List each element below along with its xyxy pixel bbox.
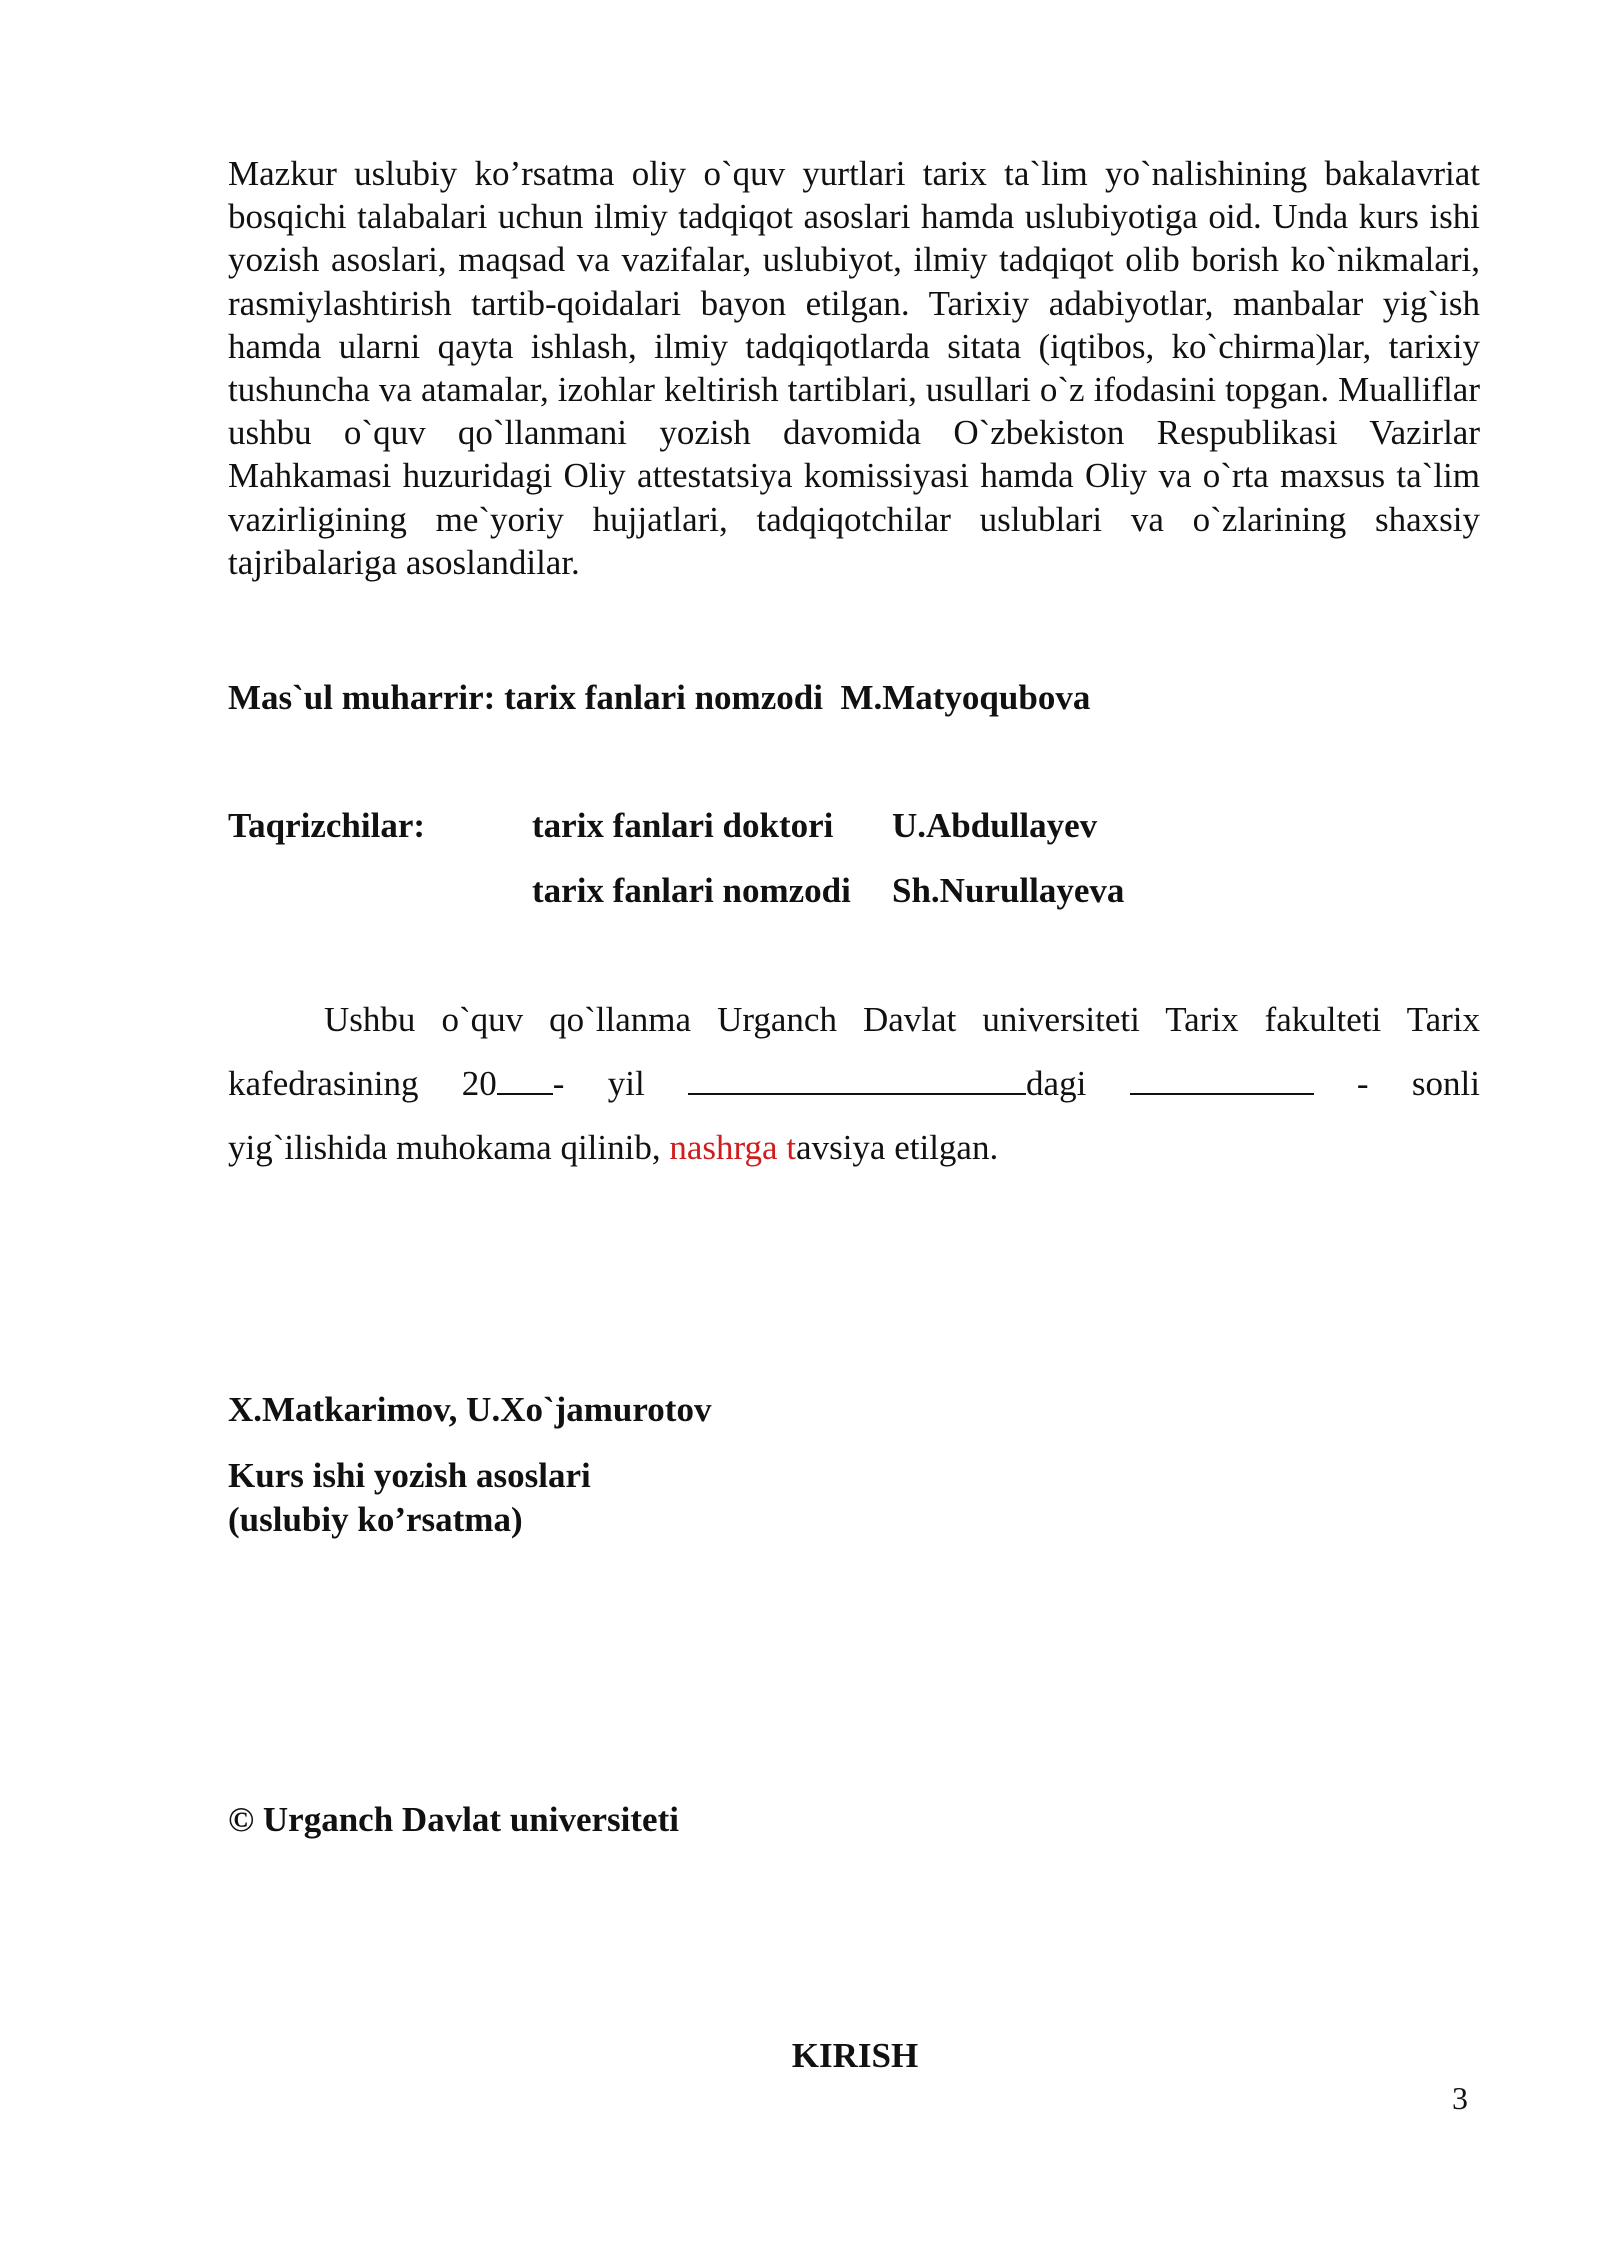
- sonli-word: sonli: [1411, 1064, 1480, 1103]
- reviewer-degree: tarix fanlari nomzodi: [532, 871, 851, 910]
- reviewers-label: Taqrizchilar:: [228, 806, 426, 845]
- number-field: [1130, 1064, 1314, 1104]
- number-blank: [1130, 1092, 1314, 1095]
- abstract-paragraph: Mazkur uslubiy ko’rsatma oliy o`quv yurtlari tarix ta`lim yo`nalishining bakalavriat bosqichi talabalari uchun ilmiy tadqiqot asoslari hamda uslubiyotiga oid. Unda kurs ishi yozish asoslari, maqsad va vazifalar, uslubiyot, ilmiy tadqiqot olib borish ko`nikmalari, rasmiylashtirish tartib-qoidalari bayon etilgan. Tarixiy adabiyotlar, manbalar yig`ish hamda ularni qayta ishlash, ilmiy tadqiqotlarda sitata (iqtibos, ko`chirma)lar, tarixiy tushuncha va atamalar, izohlar keltirish tartiblari, usullari o`z ifodasini topgan. Mualliflar ushbu o`quv qo`llanmani yozish davomida O`zbekiston Respublikasi Vazirlar Mahkamasi huzuridagi Oliy attestatsiya komissiyasi hamda Oliy va o`rta maxsus ta`lim vazirligining me`yoriy hujjatlari, tadqiqotchilar uslublari va o`zlarining shaxsiy tajribalariga asoslandilar.: [228, 154, 1480, 582]
- book-subtitle: (uslubiy ko’rsatma): [228, 1500, 523, 1539]
- page-number: 3: [1452, 2080, 1468, 2116]
- date-blank: [688, 1092, 1026, 1095]
- year-field: 20 -: [461, 1064, 565, 1103]
- reviewer-name: U.Abdullayev: [892, 806, 1098, 845]
- approval-line-2: [228, 1064, 1480, 1104]
- sonli-dash: -: [1356, 1064, 1369, 1103]
- approval-text: yig`ilishida muhokama qilinib,: [228, 1128, 661, 1167]
- copyright: © Urganch Davlat universiteti: [228, 1800, 679, 1839]
- book-title-block: [228, 1454, 591, 1542]
- approval-text-end: avsiya etilgan.: [796, 1128, 999, 1167]
- kafedra-word: kafedrasining: [228, 1064, 419, 1103]
- editor-degree: tarix fanlari nomzodi: [504, 678, 823, 717]
- authors: X.Matkarimov, U.Xo`jamurotov: [228, 1390, 712, 1429]
- highlighted-text: nashrga t: [669, 1128, 797, 1167]
- yil-word: yil: [607, 1064, 645, 1103]
- approval-line-1: Ushbu o`quv qo`llanma Urganch Davlat universiteti Tarix fakulteti Tarix: [324, 1000, 1480, 1039]
- editor-label: Mas`ul muharrir:: [228, 678, 496, 717]
- responsible-editor: [228, 678, 1090, 718]
- reviewer-name: Sh.Nurullayeva: [892, 871, 1125, 910]
- section-heading: KIRISH: [791, 2036, 919, 2075]
- book-title: Kurs ishi yozish asoslari: [228, 1456, 591, 1495]
- approval-line-3: [228, 1128, 998, 1168]
- reviewer-degree: tarix fanlari doktori: [532, 806, 834, 845]
- reviewer-row: [532, 806, 1097, 846]
- reviewer-row: [532, 871, 1124, 911]
- editor-name: M.Matyoqubova: [840, 678, 1091, 717]
- date-field: dagi: [688, 1064, 1086, 1104]
- year-blank: [497, 1092, 553, 1095]
